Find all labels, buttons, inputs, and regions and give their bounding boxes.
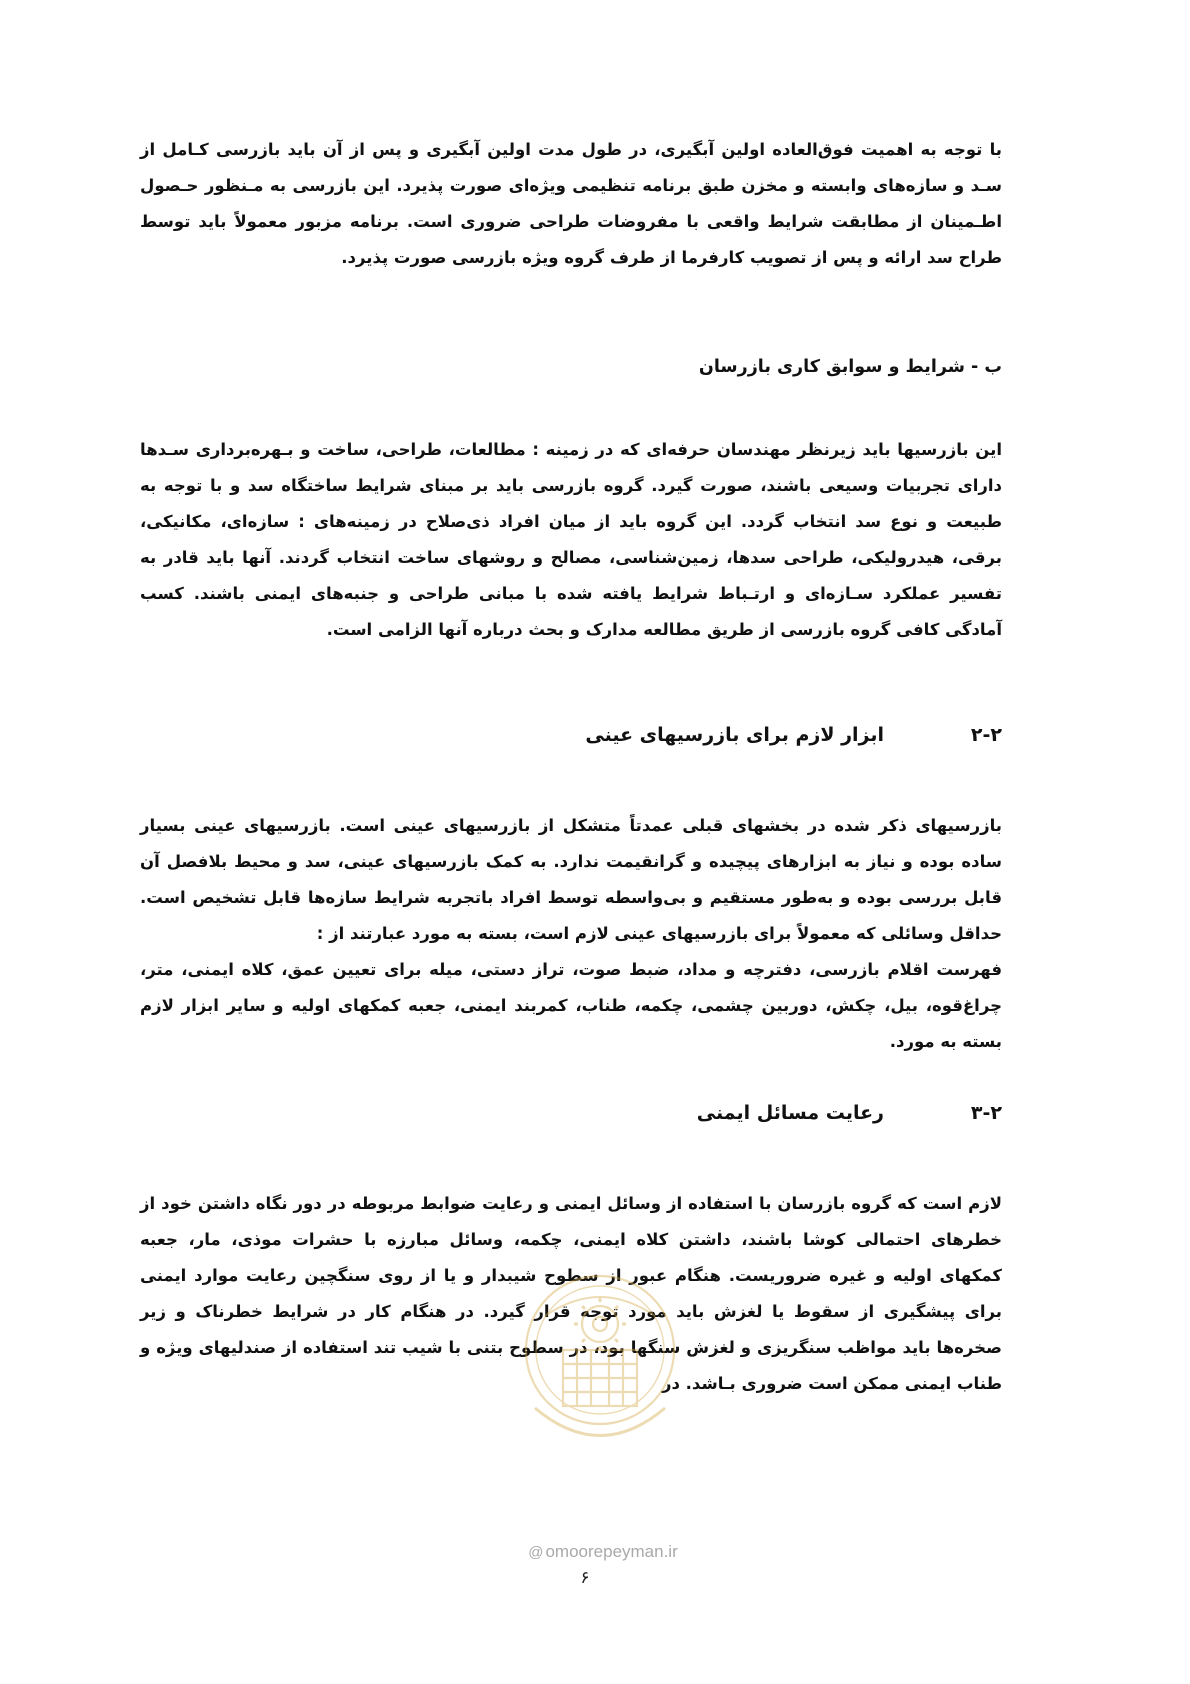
inspectors-paragraph: این بازرسیها باید زیرنظر مهندسان حرفه‌ای که در زمینه : مطالعات، طراحی، ساخت و بـهره‌برداری سـدها دارای تجربیات وسیعی باشند، صورت گیرد. گروه بازرسی باید بر مبنای شرایط ساختگاه سد و با توجه به طبیعت و نوع سد انتخاب گردد. این گروه باید از میان افراد ذی‌صلاح در زمینه‌های : سازه‌ای، مکانیکی، برقی، هیدرولیکی، طراحی سدها، زمین‌شناسی، مصالح و روشهای ساخت انتخاب گردند. آنها باید قادر به تفسیر عملکرد سـازه‌ای و ارتـباط شرایط یافته شده با مبانی طراحی و جنبه‌های ایمنی باشند. کسب آمادگی کافی گروه بازرسی از طریق مطالعه مدارک و بحث درباره آنها الزامی است. bbox=[140, 440, 1002, 639]
section-2-3-title: رعایت مسائل ایمنی bbox=[696, 1102, 884, 1124]
section-2-2-number: ۲-۲ bbox=[970, 724, 1002, 746]
tools-paragraph: بازرسیهای ذکر شده در بخشهای قبلی عمدتاً متشکل از بازرسیهای عینی است. بازرسیهای عینی بسیار ساده بوده و نیاز به ابزارهای پیچیده و گرانقیمت ندارد. به کمک بازرسیهای عینی، سد و محیط بلافصل آن قابل بررسی بوده و به‌طور مستقیم و بی‌واسطه توسط افراد باتجربه شرایط سازه‌ها قابل تشخیص است. حداقل وسائلی که معمولاً برای بازرسیهای عینی لازم است، بسته به مورد عبارتند از : bbox=[140, 816, 1002, 943]
section-2-2-title: ابزار لازم برای بازرسیهای عینی bbox=[585, 724, 884, 746]
safety-paragraph: لازم است که گروه بازرسان با استفاده از وسائل ایمنی و رعایت ضوابط مربوطه در دور نگاه داشتن خود از خطرهای احتمالی کوشا باشند، داشتن کلاه ایمنی، چکمه، وسائل مبارزه با حشرات موذی، مار، جعبه کمکهای اولیه و غیره ضروریست. هنگام عبور از سطوح شیبدار و یا از روی سنگچین رعایت موارد ایمنی برای پیشگیری از سقوط یا لغزش باید مورد توجه قرار گیرد. در هنگام کار در شرایط خطرناک و زیر صخره‌ها باید مواظب سنگریزی و لغزش سنگها بود، در سطوح بتنی با شیب تند استفاده از صندلیهای ویژه و طناب ایمنی ممکن است ضروری بـاشد. در bbox=[140, 1194, 1002, 1393]
page-number: ۶ bbox=[580, 1568, 590, 1588]
section-2-2-heading bbox=[140, 720, 1002, 750]
inspectors-paragraph-block bbox=[140, 432, 1002, 648]
section-2-3-number: ۳-۲ bbox=[970, 1102, 1002, 1124]
watermark-url bbox=[498, 1542, 708, 1562]
at-icon: @ bbox=[528, 1544, 544, 1561]
intro-paragraph-block bbox=[140, 132, 1002, 276]
tools-list-paragraph: فهرست اقلام بازرسی، دفترچه و مداد، ضبط صوت، تراز دستی، میله برای تعیین عمق، کلاه ایمنی، متر، چراغ‌قوه، بیل، چکش، دوربین چشمی، چکمه، طناب، کمربند ایمنی، جعبه کمکهای اولیه و سایر ابزار لازم بسته به مورد. bbox=[140, 960, 1002, 1051]
section-2-3-heading bbox=[140, 1098, 1002, 1128]
tools-paragraph-block bbox=[140, 808, 1002, 1060]
safety-paragraph-block bbox=[140, 1186, 1002, 1402]
intro-paragraph: با توجه به اهمیت فوق‌العاده اولین آبگیری، در طول مدت اولین آبگیری و پس از آن باید بازرسی کـامل از سـد و سازه‌های وابسته و مخزن طبق برنامه تنظیمی ویژه‌ای صورت پذیرد. این بازرسی به مـنظور حـصول اطـمینان از مطابقت شرایط واقعی با مفروضات طراحی ضروری است. برنامه مزبور معمولاً باید توسط طراح سد ارائه و پس از تصویب کارفرما از طرف گروه ویژه بازرسی صورت پذیرد. bbox=[140, 140, 1002, 267]
subheading-b-block bbox=[140, 352, 1002, 382]
subheading-b: ب - شرایط و سوابق کاری بازرسان bbox=[698, 357, 1002, 377]
watermark-url-text: omoorepeyman.ir bbox=[545, 1542, 678, 1561]
